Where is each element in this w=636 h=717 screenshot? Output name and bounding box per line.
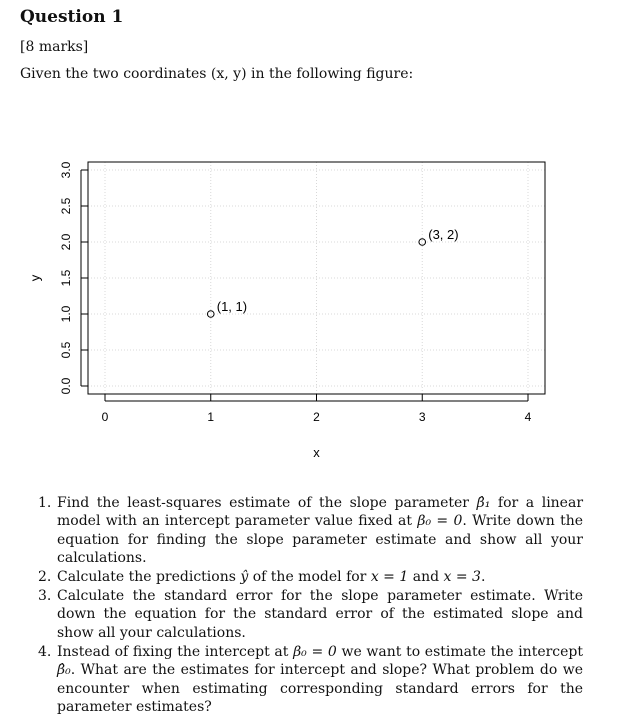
intro-text: Given the two coordinates (x, y) in the following figure: (20, 66, 414, 82)
question-item (18, 494, 583, 568)
question-item (18, 643, 583, 717)
question-item (18, 587, 583, 642)
y-tick-label: 1.5 (59, 269, 74, 287)
math-expression: β̂₁ (476, 495, 491, 511)
question-text: . (480, 569, 486, 586)
y-axis-title: y (27, 274, 43, 282)
question-number: 2. (38, 569, 52, 586)
marks-label: [8 marks] (20, 39, 89, 55)
question-title: Question 1 (20, 7, 124, 27)
x-tick-label: 2 (313, 410, 320, 424)
question-text: . Write down the equation for finding the slope parameter estimate and show all your calculations. (57, 513, 583, 567)
question-text: for a linear model with an intercept parameter value fixed at (57, 495, 584, 530)
math-expression: β₀ = 0 (293, 643, 337, 660)
math-expression: ŷ (240, 569, 249, 586)
question-text: . What are the estimates for intercept and slope? What problem do we encounter when estimating corresponding standard errors for the parameter estimates? (57, 662, 583, 715)
y-tick-label: 2.0 (59, 233, 74, 251)
x-tick-label: 1 (207, 410, 215, 424)
question-text: Instead of fixing the intercept at (57, 643, 294, 660)
math-expression: β̂₀ (57, 662, 71, 679)
y-tick-label: 3.0 (59, 161, 74, 179)
x-tick-label: 3 (418, 410, 426, 424)
x-tick-label: 4 (524, 410, 532, 424)
y-tick-label: 0.0 (59, 377, 74, 395)
question-text: of the model for (248, 569, 371, 586)
question-text: and (408, 569, 444, 586)
math-expression: x = 1 (370, 569, 409, 586)
question-item (18, 568, 583, 586)
x-tick-label: 0 (101, 410, 109, 424)
question-number: 1. (38, 495, 52, 511)
math-expression: x = 3 (443, 569, 481, 586)
y-tick-label: 1.0 (59, 305, 74, 323)
question-list (18, 494, 583, 717)
x-axis-title: x (313, 445, 320, 460)
question-text: Calculate the predictions (57, 569, 241, 586)
question-text: we want to estimate the intercept (336, 643, 584, 660)
y-tick-label: 0.5 (59, 341, 74, 359)
math-expression: β₀ = 0 (417, 513, 463, 530)
data-point-label: (1, 1) (216, 299, 248, 314)
scatter-chart (0, 150, 636, 480)
y-tick-label: 2.5 (59, 197, 74, 215)
question-number: 4. (38, 643, 52, 660)
data-point-label: (3, 2) (428, 227, 459, 242)
question-text: Calculate the standard error for the slope parameter estimate. Write down the equation for the standard error of the estimated slope and show all your calculations. (57, 588, 583, 641)
question-text: Find the least-squares estimate of the slope parameter (57, 495, 477, 511)
question-number: 3. (38, 588, 52, 605)
